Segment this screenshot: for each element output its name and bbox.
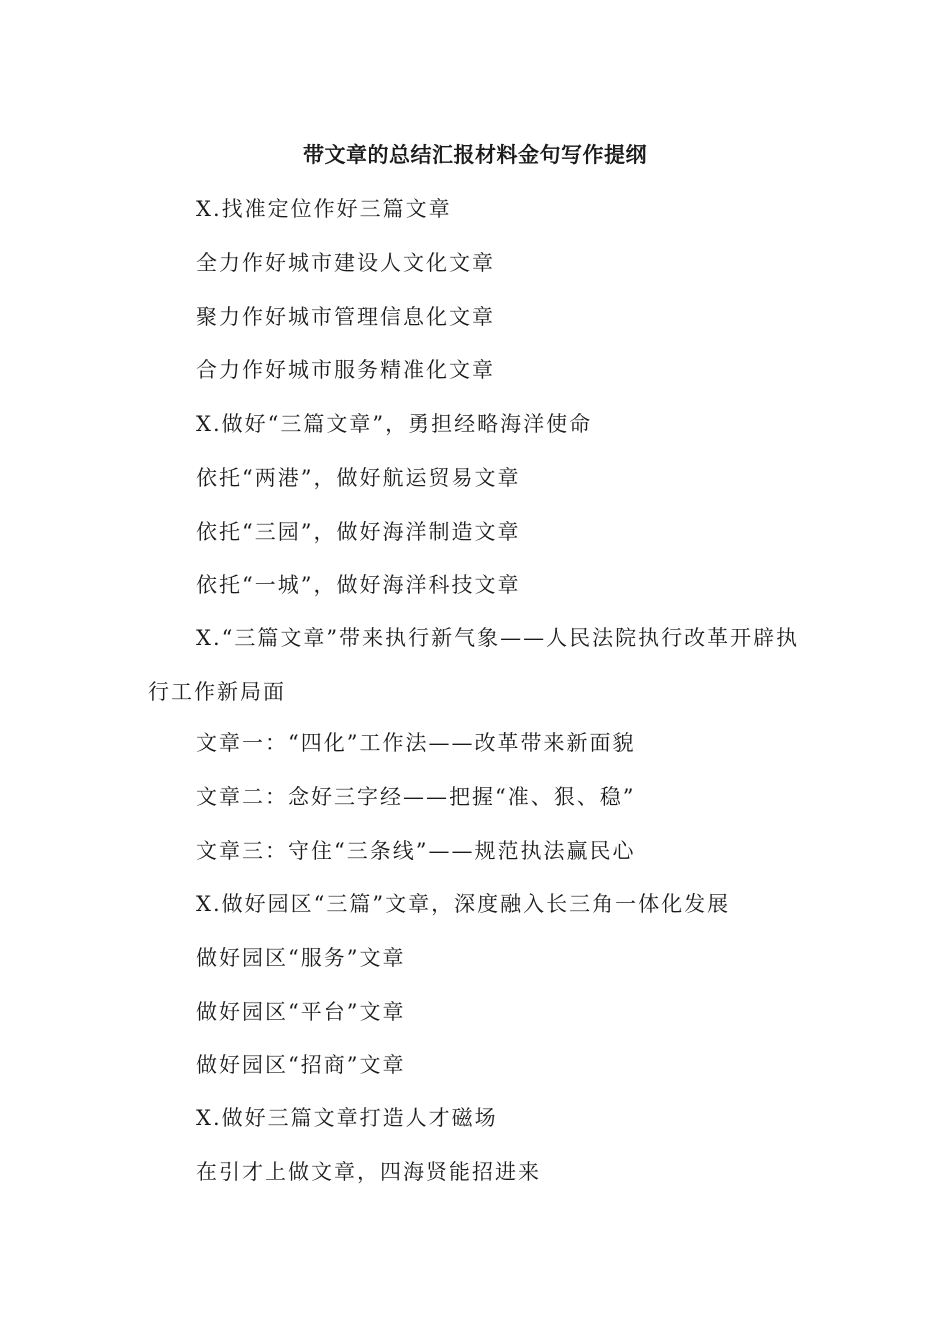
paragraph: 文章二：念好三字经——把握“准、狠、稳” [196,785,636,809]
document-title: 带文章的总结汇报材料金句写作提纲 [303,142,647,167]
paragraph: 合力作好城市服务精准化文章 [196,358,495,382]
paragraph: 做好园区“平台”文章 [196,1000,406,1024]
paragraph: 依托“一城”，做好海洋科技文章 [196,573,521,597]
paragraph: X.做好园区“三篇”文章，深度融入长三角一体化发展 [196,892,731,916]
paragraph: X.做好三篇文章打造人才磁场 [196,1106,498,1130]
paragraph: 做好园区“服务”文章 [196,946,406,970]
paragraph: 文章一：“四化”工作法——改革带来新面貌 [196,731,636,755]
paragraph: 依托“两港”，做好航运贸易文章 [196,466,521,490]
paragraph: 聚力作好城市管理信息化文章 [196,305,495,329]
paragraph: X.“三篇文章”带来执行新气象——人民法院执行改革开辟执行工作新局面 [148,626,800,704]
paragraph: X.找准定位作好三篇文章 [196,197,452,221]
paragraph: 依托“三园”，做好海洋制造文章 [196,520,521,544]
paragraph: X.做好“三篇文章”，勇担经略海洋使命 [196,412,593,436]
paragraph: 文章三：守住“三条线”——规范执法赢民心 [196,839,636,863]
paragraph: 全力作好城市建设人文化文章 [196,251,495,275]
paragraph: 在引才上做文章，四海贤能招进来 [196,1160,541,1184]
paragraph: 做好园区“招商”文章 [196,1053,406,1077]
